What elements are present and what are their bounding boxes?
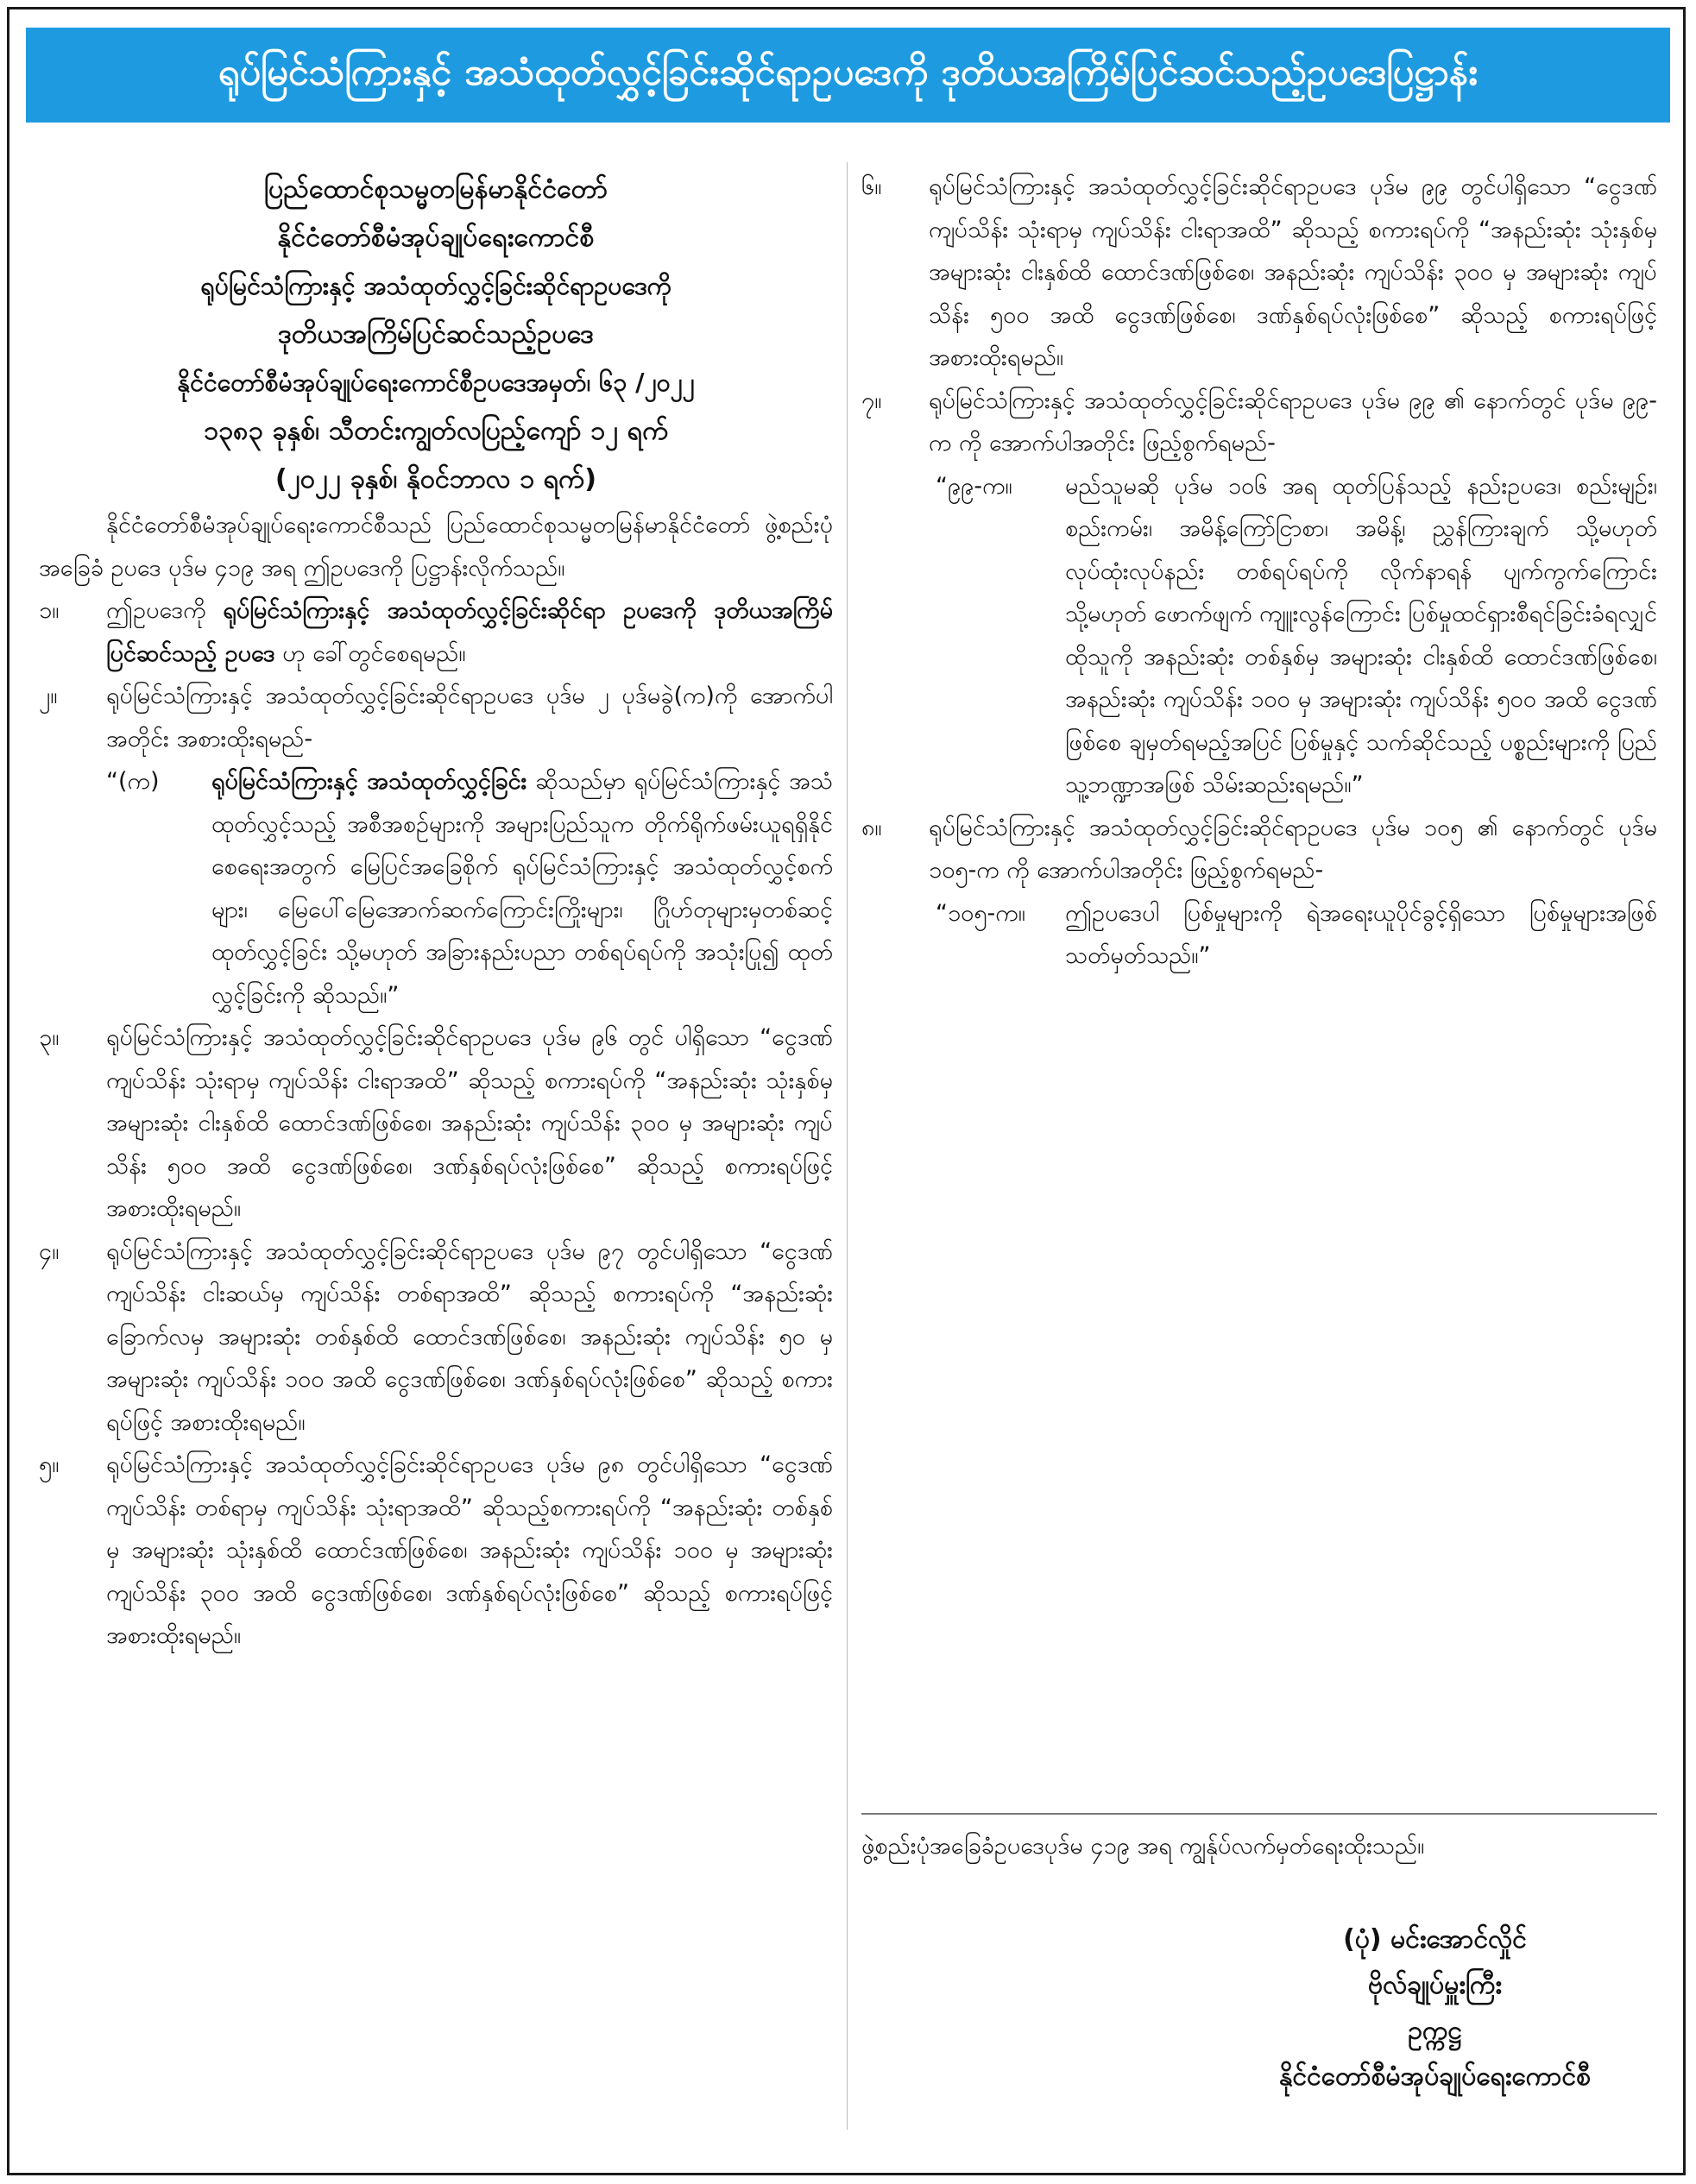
- signing-statement: ဖွဲ့စည်းပုံအခြေခံဥပဒေပုဒ်မ ၄၁၉ အရ ကျွန်ုပ်လက်မှတ်ရေးထိုးသည်။: [861, 1833, 1425, 1860]
- section-5: [39, 1444, 833, 1658]
- footer-rule: [861, 1813, 1657, 1815]
- signature-position: ဥက္ကဋ္ဌ: [1408, 2016, 1462, 2046]
- section-6: [861, 166, 1657, 380]
- heading-law-title: ရုပ်မြင်သံကြားနှင့် အသံထုတ်လွှင့်ခြင်းဆိုင်ရာဥပဒေကို: [200, 272, 671, 300]
- section-8-quote: [861, 892, 1657, 978]
- right-column: [861, 166, 1657, 978]
- section-number: ၆။: [861, 173, 882, 200]
- quote-number: “၁၀၅-က။: [936, 899, 1025, 927]
- section-7-quote: [861, 465, 1657, 807]
- section-4: [39, 1230, 833, 1444]
- quote-number: “၉၉-က။: [936, 472, 1012, 500]
- section-number: ၄။: [39, 1237, 60, 1265]
- quote-text: ဤဥပဒေပါ ပြစ်မှုများကို ရဲအရေးယူပိုင်ခွင့်ရှိသော ပြစ်မှုများအဖြစ် သတ်မှတ်သည်။”: [1065, 899, 1657, 969]
- section-text: ဤဥပဒေကို ရုပ်မြင်သံကြားနှင့် အသံထုတ်လွှင့်ခြင်းဆိုင်ရာ ဥပဒေကို ဒုတိယအကြိမ် ပြင်ဆင်သည့် ဥပဒေ ဟု ခေါ်တွင်စေရမည်။: [106, 597, 833, 667]
- section-number: ၁။: [39, 597, 60, 624]
- section-text: ရုပ်မြင်သံကြားနှင့် အသံထုတ်လွှင့်ခြင်းဆိုင်ရာဥပဒေ ပုဒ်မ ၁၀၅ ၏ နောက်တွင် ပုဒ်မ ၁၀၅-က ကို အောက်ပါအတိုင်း ဖြည့်စွက်ရမည်-: [929, 814, 1657, 884]
- section-number: ၇။: [861, 387, 882, 414]
- section-1: [39, 589, 833, 675]
- section-text: ရုပ်မြင်သံကြားနှင့် အသံထုတ်လွှင့်ခြင်းဆိုင်ရာဥပဒေ ပုဒ်မ ၉၉ ၏ နောက်တွင် ပုဒ်မ ၉၉-က ကို အောက်ပါအတိုင်း ဖြည့်စွက်ရမည်-: [929, 387, 1657, 456]
- section-text: ရုပ်မြင်သံကြားနှင့် အသံထုတ်လွှင့်ခြင်းဆိုင်ရာဥပဒေ ပုဒ်မ ၉၉ တွင်ပါရှိသော “ငွေဒဏ် ကျပ်သိန်း သုံးရာမှ ကျပ်သိန်း ငါးရာအထိ” ဆိုသည့် စကားရပ်ကို “အနည်းဆုံး သုံးနှစ်မှ အများဆုံး ငါးနှစ်ထိ ထောင်ဒဏ်ဖြစ်စေ၊ အနည်းဆုံး ကျပ်သိန်း ၃၀၀ မှ အများဆုံး ကျပ်သိန်း ၅၀၀ အထိ ငွေဒဏ်ဖြစ်စေ၊ ဒဏ်နှစ်ရပ်လုံးဖြစ်စေ” ဆိုသည့် စကားရပ်ဖြင့် အစားထိုးရမည်။: [929, 173, 1657, 371]
- column-divider: [847, 162, 848, 2130]
- heading-council: နိုင်ငံတော်စီမံအုပ်ချုပ်ရေးကောင်စီ: [277, 223, 595, 253]
- section-text: ရုပ်မြင်သံကြားနှင့် အသံထုတ်လွှင့်ခြင်းဆိုင်ရာဥပဒေ ပုဒ်မ ၉၈ တွင်ပါရှိသော “ငွေဒဏ် ကျပ်သိန်း တစ်ရာမှ ကျပ်သိန်း သုံးရာအထိ” ဆိုသည့်စကားရပ်ကို “အနည်းဆုံး တစ်နှစ်မှ အများဆုံး သုံးနှစ်ထိ ထောင်ဒဏ်ဖြစ်စေ၊ အနည်းဆုံး ကျပ်သိန်း ၁၀၀ မှ အများဆုံး ကျပ်သိန်း ၃၀၀ အထိ ငွေဒဏ်ဖြစ်စေ၊ ဒဏ်နှစ်ရပ်လုံးဖြစ်စေ” ဆိုသည့် စကားရပ်ဖြင့် အစားထိုးရမည်။: [106, 1451, 833, 1649]
- left-column: [39, 166, 833, 1658]
- section-7: [861, 380, 1657, 465]
- section-1-bold-title: ရုပ်မြင်သံကြားနှင့် အသံထုတ်လွှင့်ခြင်းဆိုင်ရာ ဥပဒေကို ဒုတိယအကြိမ် ပြင်ဆင်သည့် ဥပဒေ: [106, 597, 833, 667]
- quote-number: “(က): [106, 768, 160, 795]
- signature-rank: ဗိုလ်ချုပ်မှူးကြီး: [1367, 1970, 1503, 2000]
- signature-block: [1217, 1917, 1653, 2099]
- section-8: [861, 807, 1657, 892]
- section-2-quote: [39, 760, 833, 1016]
- section-number: ၈။: [861, 814, 882, 841]
- section-text: ရုပ်မြင်သံကြားနှင့် အသံထုတ်လွှင့်ခြင်းဆိုင်ရာဥပဒေ ပုဒ်မ ၂ ပုဒ်မခွဲ(က)ကို အောက်ပါအတိုင်း အစားထိုးရမည်-: [106, 683, 833, 752]
- heading-country: ပြည်ထောင်စုသမ္မတမြန်မာနိုင်ငံတော်: [264, 174, 608, 205]
- section-number: ၃။: [39, 1024, 60, 1051]
- title-banner: ရုပ်မြင်သံကြားနှင့် အသံထုတ်လွှင့်ခြင်းဆိုင်ရာဥပဒေကို ဒုတိယအကြိမ်ပြင်ဆင်သည့်ဥပဒေပြဋ္ဌာန်း: [26, 28, 1670, 123]
- signature-name: (ပုံ) မင်းအောင်လှိုင်: [1343, 1924, 1527, 1954]
- section-3: [39, 1016, 833, 1230]
- section-2: [39, 675, 833, 760]
- section-number: ၂။: [39, 683, 58, 709]
- intro-paragraph: နိုင်ငံတော်စီမံအုပ်ချုပ်ရေးကောင်စီသည် ပြည်ထောင်စုသမ္မတမြန်မာနိုင်ငံတော် ဖွဲ့စည်းပုံအခြေခံ ဥပဒေ ပုဒ်မ ၄၁၉ အရ ဤဥပဒေကို ပြဋ္ဌာန်းလိုက်သည်။: [39, 512, 833, 582]
- section-text: ရုပ်မြင်သံကြားနှင့် အသံထုတ်လွှင့်ခြင်းဆိုင်ရာဥပဒေ ပုဒ်မ ၉၇ တွင်ပါရှိသော “ငွေဒဏ် ကျပ်သိန်း ငါးဆယ်မှ ကျပ်သိန်း တစ်ရာအထိ” ဆိုသည့် စကားရပ်ကို “အနည်းဆုံး ခြောက်လမှ အများဆုံး တစ်နှစ်ထိ ထောင်ဒဏ်ဖြစ်စေ၊ အနည်းဆုံး ကျပ်သိန်း ၅၀ မှ အများဆုံး ကျပ်သိန်း ၁၀၀ အထိ ငွေဒဏ်ဖြစ်စေ၊ ဒဏ်နှစ်ရပ်လုံးဖြစ်စေ” ဆိုသည့် စကားရပ်ဖြင့် အစားထိုးရမည်။: [106, 1237, 833, 1436]
- quote-text: မည်သူမဆို ပုဒ်မ ၁၀၆ အရ ထုတ်ပြန်သည့် နည်းဥပဒေ၊ စည်းမျဉ်း၊ စည်းကမ်း၊ အမိန့်ကြော်ငြာစာ၊ အမိန့်၊ ညွှန်ကြားချက် သို့မဟုတ် လုပ်ထုံးလုပ်နည်း တစ်ရပ်ရပ်ကို လိုက်နာရန် ပျက်ကွက်ကြောင်း သို့မဟုတ် ဖောက်ဖျက် ကျူးလွန်ကြောင်း ပြစ်မှုထင်ရှားစီရင်ခြင်းခံရလျှင် ထိုသူကို အနည်းဆုံး တစ်နှစ်မှ အများဆုံး ငါးနှစ်ထိ ထောင်ဒဏ်ဖြစ်စေ၊ အနည်းဆုံး ကျပ်သိန်း ၁၀၀ မှ အများဆုံး ကျပ်သိန်း ၅၀၀ အထိ ငွေဒဏ်ဖြစ်စေ ချမှတ်ရမည့်အပြင် ပြစ်မှုနှင့် သက်ဆိုင်သည့် ပစ္စည်းများကို ပြည်သူ့ဘဏ္ဍာအဖြစ် သိမ်းဆည်းရမည်။”: [1065, 472, 1658, 798]
- heading-law-subtitle: ဒုတိယအကြိမ်ပြင်ဆင်သည့်ဥပဒေ: [278, 319, 594, 349]
- heading-gregorian-date: (၂၀၂၂ ခုနှစ်၊ နိုဝင်ဘာလ ၁ ရက်): [274, 464, 597, 494]
- section-text: ရုပ်မြင်သံကြားနှင့် အသံထုတ်လွှင့်ခြင်းဆိုင်ရာဥပဒေ ပုဒ်မ ၉၆ တွင် ပါရှိသော “ငွေဒဏ် ကျပ်သိန်း သုံးရာမှ ကျပ်သိန်း ငါးရာအထိ” ဆိုသည့် စကားရပ်ကို “အနည်းဆုံး သုံးနှစ်မှ အများဆုံး ငါးနှစ်ထိ ထောင်ဒဏ်ဖြစ်စေ၊ အနည်းဆုံး ကျပ်သိန်း ၃၀၀ မှ အများဆုံး ကျပ်သိန်း ၅၀၀ အထိ ငွေဒဏ်ဖြစ်စေ၊ ဒဏ်နှစ်ရပ်လုံးဖြစ်စေ” ဆိုသည့် စကားရပ်ဖြင့် အစားထိုးရမည်။: [106, 1024, 833, 1222]
- heading-myanmar-date: ၁၃၈၃ ခုနှစ်၊ သီတင်းကျွတ်လပြည့်ကျော် ၁၂ ရက်: [203, 416, 669, 446]
- section-number: ၅။: [39, 1451, 60, 1478]
- heading-law-number: နိုင်ငံတော်စီမံအုပ်ချုပ်ရေးကောင်စီဥပဒေအမှတ်၊ ၆၃ /၂၀၂၂: [177, 368, 695, 397]
- signature-organization: နိုင်ငံတော်စီမံအုပ်ချုပ်ရေးကောင်စီ: [1279, 2061, 1591, 2092]
- quote-bold-term: ရုပ်မြင်သံကြားနှင့် အသံထုတ်လွှင့်ခြင်း: [211, 768, 527, 795]
- quote-text: ရုပ်မြင်သံကြားနှင့် အသံထုတ်လွှင့်ခြင်း ဆိုသည်မှာ ရုပ်မြင်သံကြားနှင့် အသံထုတ်လွှင့်သည့် အစီအစဉ်များကို အများပြည်သူက တိုက်ရိုက်ဖမ်းယူရရှိနိုင်စေရေးအတွက် မြေပြင်အခြေစိုက် ရုပ်မြင်သံကြားနှင့် အသံထုတ်လွှင့်စက်များ၊ မြေပေါ်မြေအောက်ဆက်ကြောင်းကြိုးများ၊ ဂြိုဟ်တုများမှတစ်ဆင့် ထုတ်လွှင့်ခြင်း သို့မဟုတ် အခြားနည်းပညာ တစ်ရပ်ရပ်ကို အသုံးပြု၍ ထုတ်လွှင့်ခြင်းကို ဆိုသည်။”: [211, 768, 833, 1009]
